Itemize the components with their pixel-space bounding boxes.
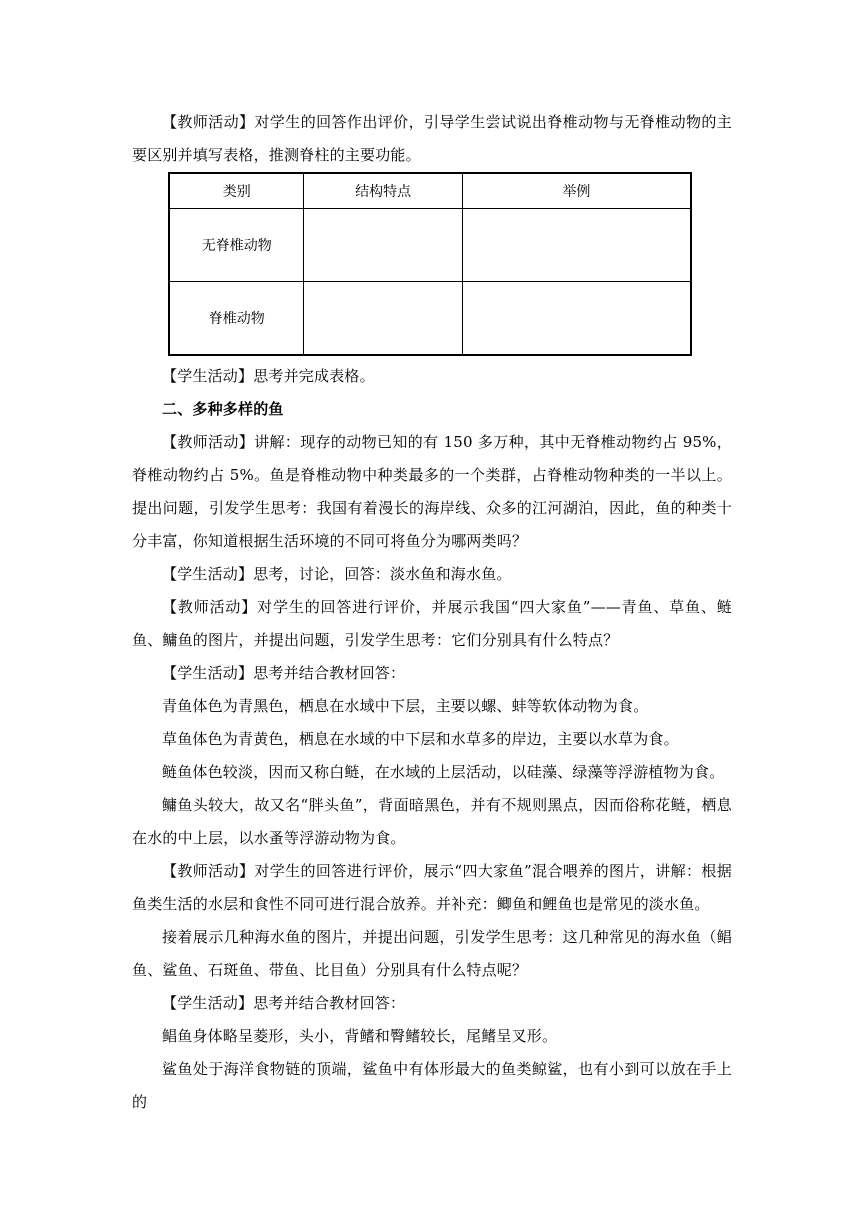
table-cell-structure [304,282,462,356]
table-header-example: 举例 [462,173,691,209]
paragraph-yongyu: 鳙鱼头较大，故又名“胖头鱼”，背面暗黑色，并有不规则黑点，因而俗称花鲢，栖息在水的中上层，以水蚤等浮游动物为食。 [132,796,732,847]
table-cell-category: 脊椎动物 [169,282,304,356]
paragraph-student-activity-4: 【学生活动】思考并结合教材回答： [162,994,406,1012]
table-cell-example [462,209,691,282]
paragraph-student-activity-3: 【学生活动】思考并结合教材回答： [162,664,406,682]
paragraph-teacher-activity-2: 【教师活动】讲解：现存的动物已知的有 150 多万种，其中无脊椎动物约占 95%，脊椎动物约占 5%。鱼是脊椎动物中种类最多的一个类群，占脊椎动物种类的一半以上。提出问题，引发学生思考：我国有着漫长的海岸线、众多的江河湖泊，因此，鱼的种类十分丰富，你知道根据生活环境的不同可将鱼分为哪两类吗？ [132,433,732,550]
paragraph-teacher-activity-4: 【教师活动】对学生的回答进行评价，展示“四大家鱼”混合喂养的图片，讲解：根据鱼类生活的水层和食性不同可进行混合放养。并补充：鲫鱼和鲤鱼也是常见的淡水鱼。 [132,862,732,913]
paragraph-changyu: 鲳鱼身体略呈菱形，头小，背鳍和臀鳍较长，尾鳍呈叉形。 [162,1027,558,1045]
table-header-row [169,173,691,209]
paragraph-student-activity-1: 【学生活动】思考并完成表格。 [162,367,375,385]
table-header-category: 类别 [169,173,304,209]
paragraph-sea-fish-intro: 接着展示几种海水鱼的图片，并提出问题，引发学生思考：这几种常见的海水鱼（鲳鱼、鲨鱼、石斑鱼、带鱼、比目鱼）分别具有什么特点呢？ [132,928,732,979]
table-row [169,209,691,282]
table-cell-example [462,282,691,356]
table-cell-category: 无脊椎动物 [169,209,304,282]
paragraph-shayu: 鲨鱼处于海洋食物链的顶端，鲨鱼中有体形最大的鱼类鲸鲨，也有小到可以放在手上的 [132,1060,732,1111]
classification-table [168,172,692,356]
paragraph-teacher-activity-1: 【教师活动】对学生的回答作出评价，引导学生尝试说出脊椎动物与无脊椎动物的主要区别并填写表格，推测脊柱的主要功能。 [132,113,732,164]
paragraph-student-activity-2: 【学生活动】思考，讨论，回答：淡水鱼和海水鱼。 [162,565,512,583]
paragraph-caoyu: 草鱼体色为青黄色，栖息在水域的中下层和水草多的岸边，主要以水草为食。 [162,730,679,748]
paragraph-teacher-activity-3: 【教师活动】对学生的回答进行评价，并展示我国“四大家鱼”——青鱼、草鱼、鲢鱼、鳙鱼的图片，并提出问题，引发学生思考：它们分别具有什么特点？ [132,598,732,649]
paragraph-lianyu: 鲢鱼体色较淡，因而又称白鲢，在水域的上层活动，以硅藻、绿藻等浮游植物为食。 [162,763,725,781]
table-cell-structure [304,209,462,282]
section-heading: 二、多种多样的鱼 [162,400,284,418]
table-row [169,282,691,356]
table-header-structure: 结构特点 [304,173,462,209]
paragraph-qingyu: 青鱼体色为青黑色，栖息在水域中下层，主要以螺、蚌等软体动物为食。 [162,697,649,715]
